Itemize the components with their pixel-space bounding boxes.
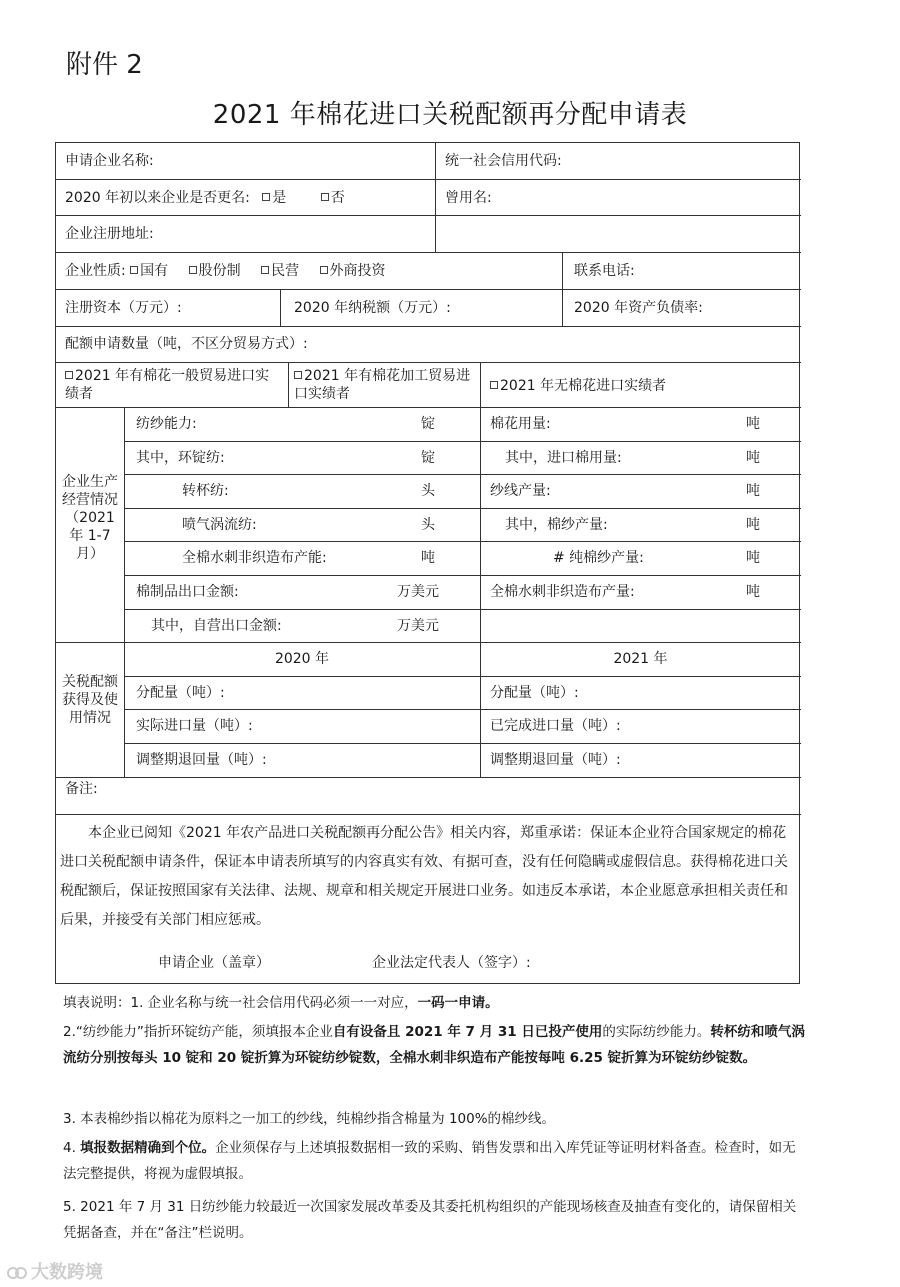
attachment-label: 附件 2 [66, 50, 143, 80]
no-label: 否 [330, 190, 345, 206]
note-4 [63, 1135, 805, 1187]
category-general-trade [65, 367, 283, 403]
unit-label: 吨 [746, 517, 760, 533]
remarks-label: 备注: [65, 781, 98, 797]
nature-checkbox[interactable] [320, 266, 328, 274]
unit-label: 吨 [746, 483, 760, 499]
unit-label: 万美元 [397, 584, 439, 600]
unit-label: 吨 [746, 450, 760, 466]
note-text: 4. [63, 1140, 81, 1156]
unit-label: 头 [421, 517, 435, 533]
unit-label: 锭 [421, 450, 435, 466]
nature-option: 国有 [140, 263, 169, 279]
category-label: 2021 年有棉花加工贸易进口实绩者 [294, 368, 471, 402]
name-change-row [65, 189, 345, 207]
unit-label: 锭 [421, 416, 435, 432]
company-name-label: 申请企业名称: [65, 153, 154, 169]
nonwoven-capacity-label: 全棉水刺非织造布产能: [182, 550, 327, 566]
note-text: 填表说明：1. 企业名称与统一社会信用代码必须一一对应， [63, 995, 418, 1011]
completed-import-label: 已完成进口量（吨）: [490, 718, 621, 734]
unit-label: 吨 [746, 416, 760, 432]
unit-label: 头 [421, 483, 435, 499]
phone-label: 联系电话: [574, 263, 635, 279]
credit-code-label: 统一社会信用代码: [445, 153, 562, 169]
note-1 [63, 990, 805, 1016]
unit-label: 万美元 [397, 618, 439, 634]
category-checkbox[interactable] [490, 381, 498, 389]
watermark [6, 1258, 103, 1284]
debt-ratio-label: 2020 年资产负债率: [574, 300, 703, 316]
former-name-label: 曾用名: [445, 190, 492, 206]
unit-label: 吨 [746, 550, 760, 566]
quota-section-header: 关税配额获得及使用情况 [62, 674, 118, 726]
name-change-label: 2020 年初以来企业是否更名: [65, 190, 250, 206]
year-2020-header: 2020 年 [274, 651, 330, 667]
address-label: 企业注册地址: [65, 226, 154, 242]
self-export-label: 其中，自营出口金额: [151, 618, 282, 634]
returned-2020-label: 调整期退回量（吨）: [136, 752, 267, 768]
nature-option: 外商投资 [329, 263, 386, 279]
category-label: 2021 年有棉花一般贸易进口实绩者 [65, 368, 270, 402]
note-3: 3. 本表棉纱指以棉花为原料之一加工的纱线，纯棉纱指含棉量为 100%的棉纱线。 [63, 1111, 556, 1127]
watermark-text: 大数跨境 [31, 1262, 103, 1283]
nature-checkbox[interactable] [189, 266, 197, 274]
category-checkbox[interactable] [294, 371, 302, 379]
legal-rep-signature-label: 企业法定代表人（签字）: [372, 955, 531, 971]
returned-2021-label: 调整期退回量（吨）: [490, 752, 621, 768]
year-2021-header: 2021 年 [613, 651, 668, 667]
pure-cotton-yarn-label: # 纯棉纱产量: [553, 550, 644, 566]
capital-label: 注册资本（万元）: [65, 300, 182, 316]
production-section-header: 企业生产经营情况（2021 年 1-7 月） [62, 474, 118, 562]
allocation-2021-label: 分配量（吨）: [490, 685, 579, 701]
category-label: 2021 年无棉花进口实绩者 [500, 378, 667, 394]
unit-label: 吨 [421, 550, 435, 566]
note-text: 企业须保存与上述填报数据相一致的采购、销售发票和出入库凭证等证明材料备查。检查时，如无法完整提供，将视为虚假填报。 [63, 1140, 796, 1182]
note-text: 的实际纺纱能力。 [602, 1024, 711, 1040]
note-text: 2.“纺纱能力”指折环锭纺产能，须填报本企业 [63, 1024, 333, 1040]
allocation-2020-label: 分配量（吨）: [136, 685, 225, 701]
note-5: 5. 2021 年 7 月 31 日纺纱能力较最近一次国家发展改革委及其委托机构组织的产能现场核查及抽查有变化的，请保留相关凭据备查，并在“备注”栏说明。 [63, 1199, 797, 1241]
company-nature-row [65, 262, 386, 280]
quota-amount-label: 配额申请数量（吨，不区分贸易方式）: [65, 336, 308, 352]
nature-label: 企业性质: [65, 263, 126, 279]
watermark-logo-icon [6, 1265, 28, 1281]
yarn-output-label: 纱线产量: [490, 483, 551, 499]
category-processing-trade [294, 367, 476, 403]
export-amount-label: 棉制品出口金额: [136, 584, 239, 600]
imported-cotton-label: 其中，进口棉用量: [505, 450, 622, 466]
actual-import-label: 实际进口量（吨）: [136, 718, 253, 734]
category-no-import [490, 377, 666, 395]
vortex-spinning-label: 喷气涡流纺: [182, 517, 257, 533]
tax-label: 2020 年纳税额（万元）: [294, 300, 451, 316]
nature-checkbox[interactable] [261, 266, 269, 274]
unit-label: 吨 [746, 584, 760, 600]
category-checkbox[interactable] [65, 371, 73, 379]
note-bold-text: 转杯纺和喷气涡流纺分别按每头 10 锭和 20 锭折算为环锭纺纱锭数，全棉水刺非织造布产能按每吨 6.25 锭折算为环锭纺纱锭数。 [63, 1024, 805, 1066]
note-2 [63, 1019, 805, 1071]
nonwoven-output-label: 全棉水刺非织造布产量: [490, 584, 635, 600]
note-bold-text: 自有设备且 2021 年 7 月 31 日已投产使用 [332, 1024, 603, 1040]
company-seal-label: 申请企业（盖章） [158, 955, 270, 971]
note-bold-text: 一码一申请。 [417, 995, 499, 1011]
yes-checkbox[interactable] [262, 193, 270, 201]
no-checkbox[interactable] [321, 193, 329, 201]
yes-label: 是 [272, 190, 287, 206]
rotor-spinning-label: 转杯纺: [182, 483, 229, 499]
nature-checkbox[interactable] [130, 266, 138, 274]
nature-option: 股份制 [198, 263, 241, 279]
cotton-yarn-label: 其中，棉纱产量: [505, 517, 608, 533]
cotton-usage-label: 棉花用量: [490, 416, 551, 432]
ring-spinning-label: 其中，环锭纺: [136, 450, 225, 466]
page-title: 2021 年棉花进口关税配额再分配申请表 [212, 100, 688, 130]
nature-option: 民营 [271, 263, 300, 279]
pledge-statement: 本企业已阅知《2021 年农产品进口关税配额再分配公告》相关内容，郑重承诺：保证本企业符合国家规定的棉花进口关税配额申请条件，保证本申请表所填写的内容真实有效、有据可查，没有任何隐瞒或虚假信息。获得棉花进口关税配额后，保证按照国家有关法律、法规、规章和相关规定开展进口业务。如违反本承诺，本企业愿意承担相关责任和后果，并接受有关部门相应惩戒。 [60, 825, 788, 928]
note-bold-text: 填报数据精确到个位。 [80, 1140, 216, 1156]
spinning-capacity-label: 纺纱能力: [136, 416, 197, 432]
